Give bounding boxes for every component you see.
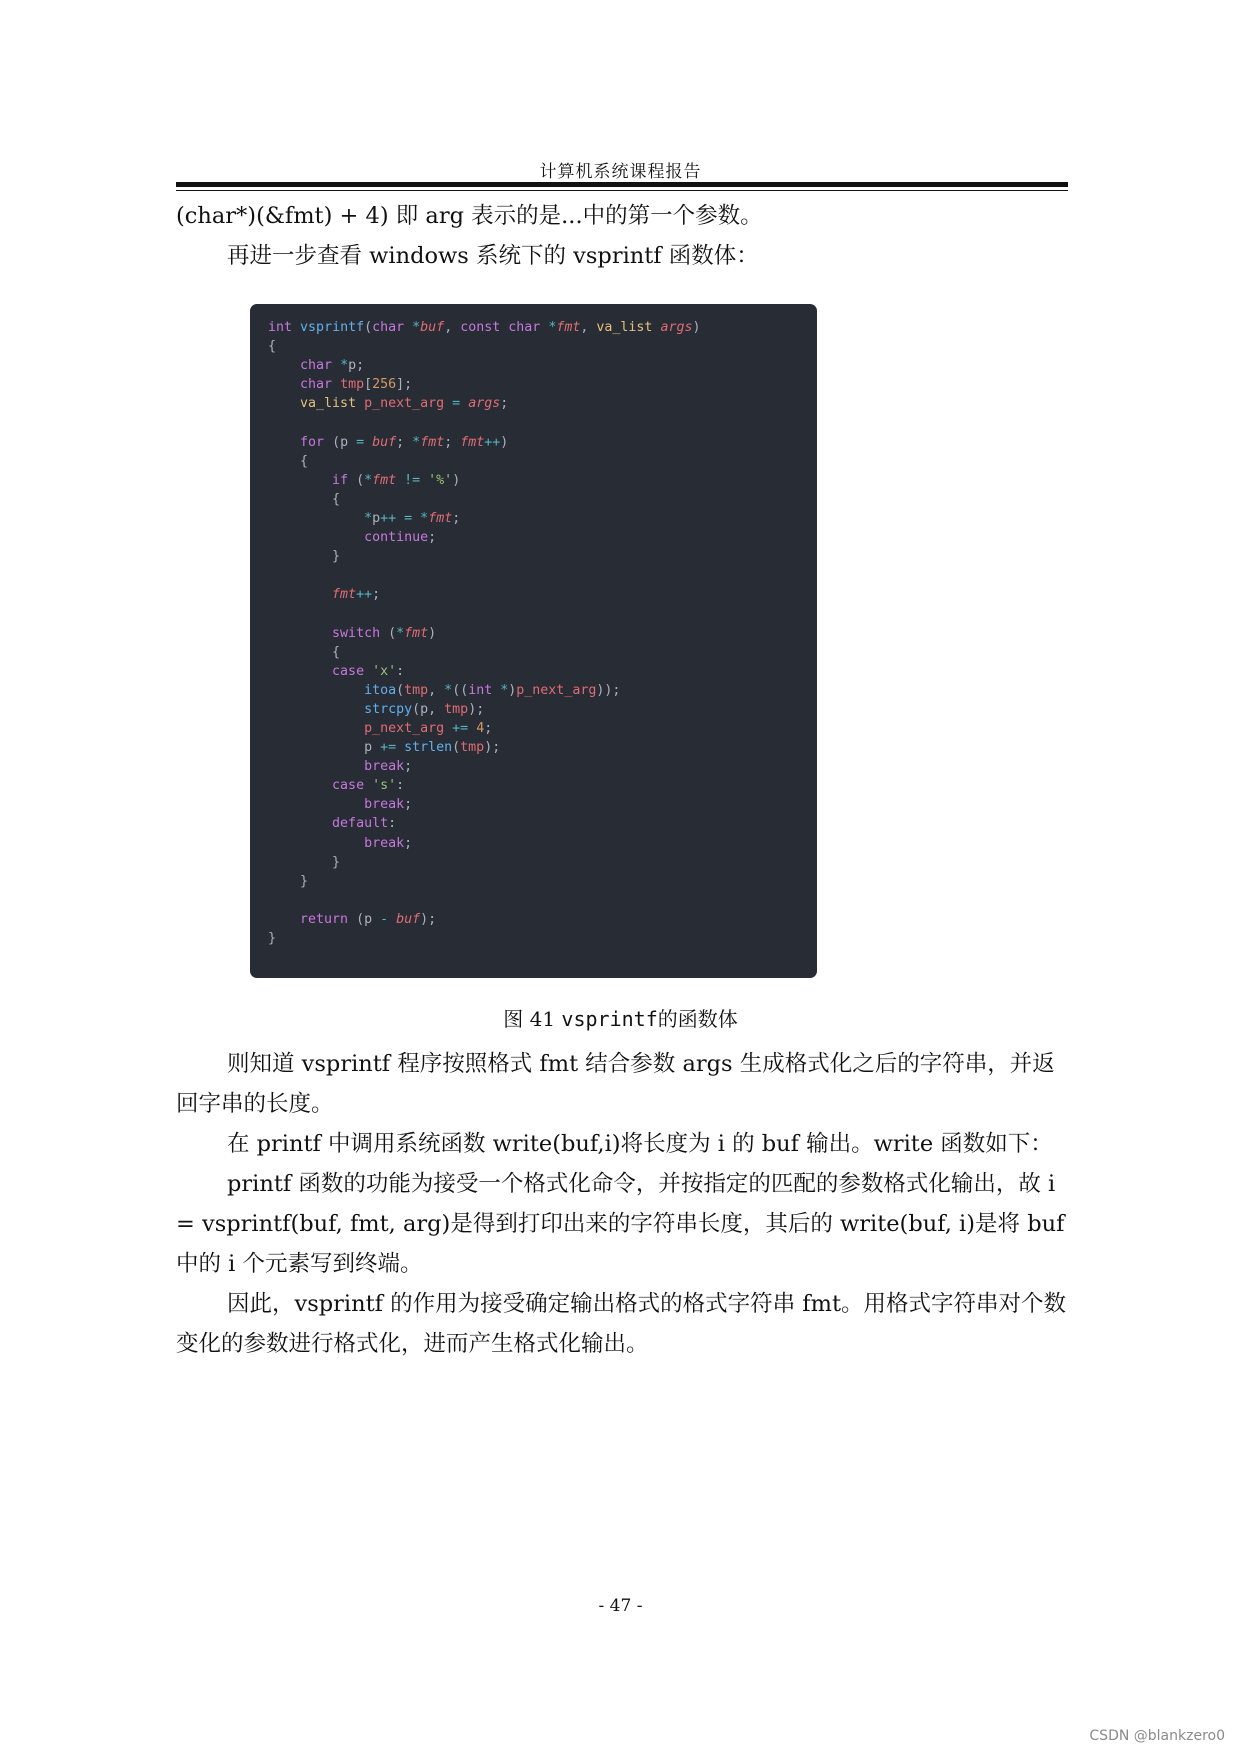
paragraph-4: 因此，vsprintf 的作用为接受确定输出格式的格式字符串 fmt。用格式字符串对个数变化的参数进行格式化，进而产生格式化输出。: [176, 1291, 1066, 1357]
code-block: [250, 304, 817, 978]
text-line-2: 再进一步查看 windows 系统下的 vsprintf 函数体：: [227, 243, 759, 269]
caption-prefix: 图 41: [503, 1007, 562, 1031]
code-listing: int vsprintf(char *buf, const char *fmt, va_list args) { char *p; char tmp[256]; va_list p_next_arg = args; for (p = buf; *fmt; fmt++) { if (*fmt != '%') { *p++ = *fmt; continue; } fmt++; switch (*fmt) { case 'x': itoa(tmp, *((int *)p_next_arg)); strcpy(p, tmp); p_next_arg += 4; p += strlen(tmp); break; case 's': break; default: break; } } return (p - buf); }: [268, 320, 701, 946]
figure-caption: [0, 1004, 1241, 1034]
header-rule-thick: [176, 182, 1068, 187]
caption-suffix: 的函数体: [657, 1007, 738, 1031]
running-header: 计算机系统课程报告: [539, 162, 702, 182]
paragraph-2: 在 printf 中调用系统函数 write(buf,i)将长度为 i 的 buf 输出。write 函数如下：: [227, 1131, 1053, 1157]
paragraph-1: 则知道 vsprintf 程序按照格式 fmt 结合参数 args 生成格式化之后的字符串，并返回字串的长度。: [176, 1051, 1055, 1117]
caption-code: vsprintf: [561, 1007, 658, 1031]
page-number: - 47 -: [598, 1596, 643, 1616]
header-rule-thin: [176, 190, 1068, 191]
text-line-1: (char*)(&fmt) + 4) 即 arg 表示的是...中的第一个参数。: [176, 203, 763, 229]
watermark: CSDN @blankzero0: [1089, 1728, 1225, 1744]
paragraph-3: printf 函数的功能为接受一个格式化命令，并按指定的匹配的参数格式化输出，故 i = vsprintf(buf, fmt, arg)是得到打印出来的字符串长度，其后的 write(buf, i)是将 buf 中的 i 个元素写到终端。: [176, 1171, 1065, 1277]
